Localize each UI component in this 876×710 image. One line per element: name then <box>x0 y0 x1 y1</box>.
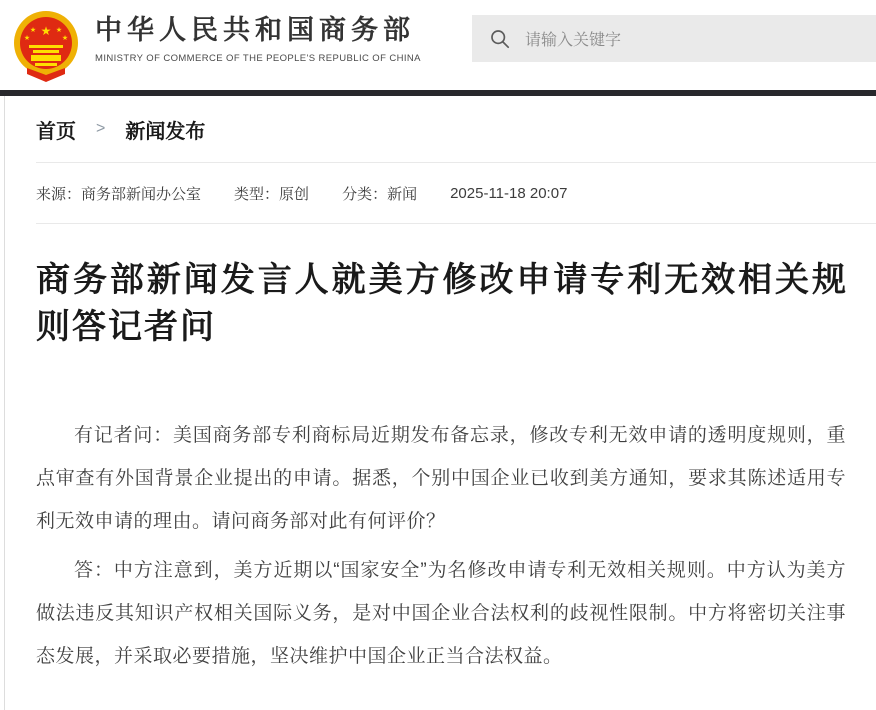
meta-category <box>342 183 417 204</box>
breadcrumb-news-link[interactable]: 新闻发布 <box>125 120 206 143</box>
chevron-right-icon: > <box>96 120 106 137</box>
article-body <box>36 414 848 678</box>
meta-type-label: 类型： <box>234 185 280 203</box>
svg-text:★: ★ <box>23 35 31 42</box>
main-content <box>4 96 876 710</box>
meta-category-value: 新闻 <box>387 185 418 203</box>
meta-source <box>36 183 201 204</box>
site-header <box>0 0 876 90</box>
site-title: 中华人民共和国商务部 <box>95 15 415 45</box>
search-input-placeholder[interactable]: 请输入关键字 <box>525 32 622 49</box>
meta-type-value: 原创 <box>279 185 310 203</box>
site-branding <box>95 14 421 64</box>
site-subtitle: MINISTRY OF COMMERCE OF THE PEOPLE'S REPUBLIC OF CHINA <box>95 53 421 64</box>
meta-source-label: 来源： <box>36 185 82 203</box>
meta-category-label: 分类： <box>342 185 388 203</box>
svg-text:★: ★ <box>61 35 69 42</box>
svg-text:★: ★ <box>55 27 63 34</box>
article-meta-bar <box>36 163 876 224</box>
national-emblem-logo <box>12 8 80 82</box>
search-icon[interactable] <box>490 29 510 49</box>
article-title: 商务部新闻发言人就美方修改申请专利无效相关规则答记者问 <box>36 261 848 346</box>
article-paragraph-question: 有记者问：美国商务部专利商标局近期发布备忘录，修改专利无效申请的透明度规则，重点审查有外国背景企业提出的申请。据悉，个别中国企业已收到美方通知，要求其陈述适用专利无效申请的理由。请问商务部对此有何评价？ <box>36 425 846 532</box>
meta-type <box>234 183 309 204</box>
article-paragraph-answer: 答：中方注意到，美方近期以“国家安全”为名修改申请专利无效相关规则。中方认为美方做法违反其知识产权相关国际义务，是对中国企业合法权利的歧视性限制。中方将密切关注事态发展，并采取必要措施，坚决维护中国企业正当合法权益。 <box>36 560 846 667</box>
article <box>5 257 876 678</box>
breadcrumb-home-link[interactable]: 首页 <box>36 120 76 143</box>
svg-text:★: ★ <box>40 24 52 38</box>
meta-source-value: 商务部新闻办公室 <box>81 185 202 203</box>
breadcrumb <box>36 96 876 163</box>
meta-datetime: 2025-11-18 20:07 <box>450 184 568 202</box>
svg-text:★: ★ <box>29 27 37 34</box>
search-box[interactable] <box>472 15 876 62</box>
